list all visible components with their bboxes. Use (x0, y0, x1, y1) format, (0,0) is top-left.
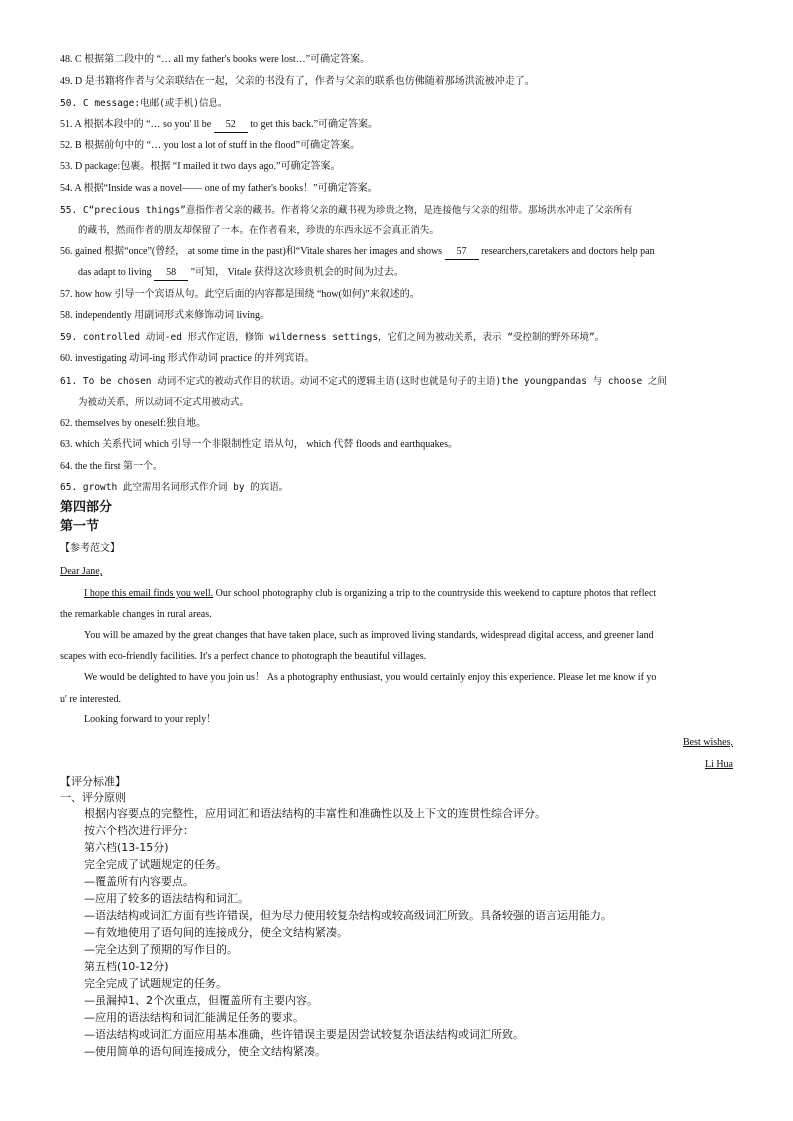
letter-paragraph2-line2: scapes with eco-friendly facilities. It's a perfect chance to photograph the beautiful villages. (60, 651, 427, 662)
criteria-line: 完全完成了试题规定的任务。 (84, 977, 227, 990)
criteria-line: 根据内容要点的完整性，应用词汇和语法结构的丰富性和准确性以及上下文的连贯性综合评分。 (84, 807, 546, 820)
criteria-line: —使用简单的语句间连接成分，使全文结构紧凑。 (84, 1045, 326, 1058)
answer-65: 65. growth 此空需用名词形式作介词 by 的宾语。 (60, 482, 289, 493)
letter-closing: Best wishes, (683, 737, 733, 748)
answer-57: 57. how how 引导一个宾语从句。此空后面的内容都是围绕 “how(如何)”来叙述的。 (60, 289, 420, 300)
answer-56-text: 56. gained 根据“once”(曾经， at some time in the past)和“Vitale shares her images and shows (60, 246, 443, 257)
answer-60: 60. investigating 动词-ing 形式作动词 practice 的并列宾语。 (60, 353, 315, 364)
answer-56-line1 (60, 245, 655, 260)
letter-opening-sentence: I hope this email finds you well. (84, 588, 214, 599)
answer-63: 63. which 关系代词 which 引导一个非限制性定 语从句， which 代替 floods and earthquakes。 (60, 439, 459, 450)
section-title: 第一节 (60, 519, 100, 534)
answer-54: 54. A 根据“Inside was a novel—— one of my father's books！”可确定答案。 (60, 183, 378, 194)
answer-55-line2: 的藏书，然而作者的朋友却保留了一本。在作者看来，珍贵的东西永远不会真正消失。 (78, 225, 440, 236)
answer-64: 64. the the first 第一个。 (60, 461, 164, 472)
criteria-grade-6: 第六档(13-15分) (84, 841, 169, 854)
criteria-title: 【评分标准】 (60, 775, 126, 788)
answer-58: 58. independently 用副词形式来修饰动词 living。 (60, 310, 270, 321)
answer-51 (60, 118, 378, 133)
answer-61-line2: 为被动关系，所以动词不定式用被动式。 (78, 397, 250, 408)
answer-62: 62. themselves by oneself:独自地。 (60, 418, 207, 429)
answer-61-line1: 61. To be chosen 动词不定式的被动式作目的状语。动词不定式的逻辑主语(这时也就是句子的主语)the youngpandas 与 choose 之间 (60, 376, 667, 387)
criteria-principle: 一、评分原则 (60, 791, 126, 804)
answer-51-text-end: to get this back.”可确定答案。 (250, 119, 379, 130)
answer-52: 52. B 根据前句中的 “… you lost a lot of stuff in the flood”可确定答案。 (60, 140, 361, 151)
answer-53: 53. D package:包裹。根据 “I mailed it two days ago.”可确定答案。 (60, 161, 341, 172)
answer-56-text-end: ”可知， Vitale 获得这次珍贵机会的时间为过去。 (190, 267, 404, 278)
answer-48: 48. C 根据第二段中的 “… all my father's books were lost…”可确定答案。 (60, 54, 371, 65)
letter-paragraph1-line2: the remarkable changes in rural areas. (60, 609, 212, 620)
letter-signature: Li Hua (704, 759, 733, 770)
criteria-line: —语法结构或词汇方面应用基本准确，些许错误主要是因尝试较复杂语法结构或词汇所致。 (84, 1028, 524, 1041)
letter-paragraph1-line1 (84, 587, 656, 601)
criteria-line: —完全达到了预期的写作目的。 (84, 943, 238, 956)
answer-56-text-2: das adapt to living (78, 267, 152, 278)
answer-51-blank: 52 (214, 118, 248, 133)
answer-56-text-mid: researchers,caretakers and doctors help pan (481, 246, 655, 257)
answer-51-text: 51. A 根据本段中的 “… so you' ll be (60, 119, 212, 130)
answer-49: 49. D 是书籍将作者与父亲联结在一起，父亲的书没有了，作者与父亲的联系也仿佛随着那场洪流被冲走了。 (60, 76, 535, 87)
criteria-line: —覆盖所有内容要点。 (84, 875, 194, 888)
answer-50: 50. C message:电邮(或手机)信息。 (60, 98, 228, 109)
criteria-grade-5: 第五档(10-12分) (84, 960, 169, 973)
letter-paragraph3-line2: u' re interested. (60, 694, 121, 705)
answer-56-blank-57: 57 (445, 245, 479, 260)
criteria-line: —语法结构或词汇方面有些许错误，但为尽力使用较复杂结构或较高级词汇所致。具备较强的语言运用能力。 (84, 909, 612, 922)
answer-56-blank-58: 58 (154, 266, 188, 281)
criteria-line: 完全完成了试题规定的任务。 (84, 858, 227, 871)
letter-paragraph2-line1: You will be amazed by the great changes that have taken place, such as improved living standards, widespread digital access, and greener land (84, 630, 654, 641)
letter-greeting: Dear Jane, (60, 566, 103, 577)
criteria-line: —有效地使用了语句间的连接成分，使全文结构紧凑。 (84, 926, 348, 939)
answer-55-line1: 55. C“precious things”意指作者父亲的藏书。作者将父亲的藏书视为珍贵之物，是连接他与父亲的纽带。那场洪水冲走了父亲所有 (60, 205, 633, 216)
letter-paragraph4: Looking forward to your reply！ (84, 714, 217, 725)
answer-59: 59. controlled 动词-ed 形式作定语，修饰 wilderness settings，它们之间为被动关系，表示 “受控制的野外环境”。 (60, 332, 605, 343)
criteria-line: —虽漏掉1、2个次重点，但覆盖所有主要内容。 (84, 994, 318, 1007)
letter-paragraph3-line1: We would be delighted to have you join us！ As a photography enthusiast, you would certainly enjoy this experience. Please let me know if yo (84, 672, 657, 683)
criteria-line: 按六个档次进行评分： (84, 824, 194, 837)
answer-56-line2 (78, 266, 404, 281)
criteria-line: —应用的语法结构和词汇能满足任务的要求。 (84, 1011, 304, 1024)
part-title: 第四部分 (60, 500, 113, 515)
letter-paragraph1-rest: Our school photography club is organizing a trip to the countryside this weekend to capture photos that reflect (213, 588, 657, 599)
criteria-list (84, 805, 612, 1060)
sample-label: 【参考范文】 (60, 543, 120, 554)
criteria-line: —应用了较多的语法结构和词汇。 (84, 892, 249, 905)
